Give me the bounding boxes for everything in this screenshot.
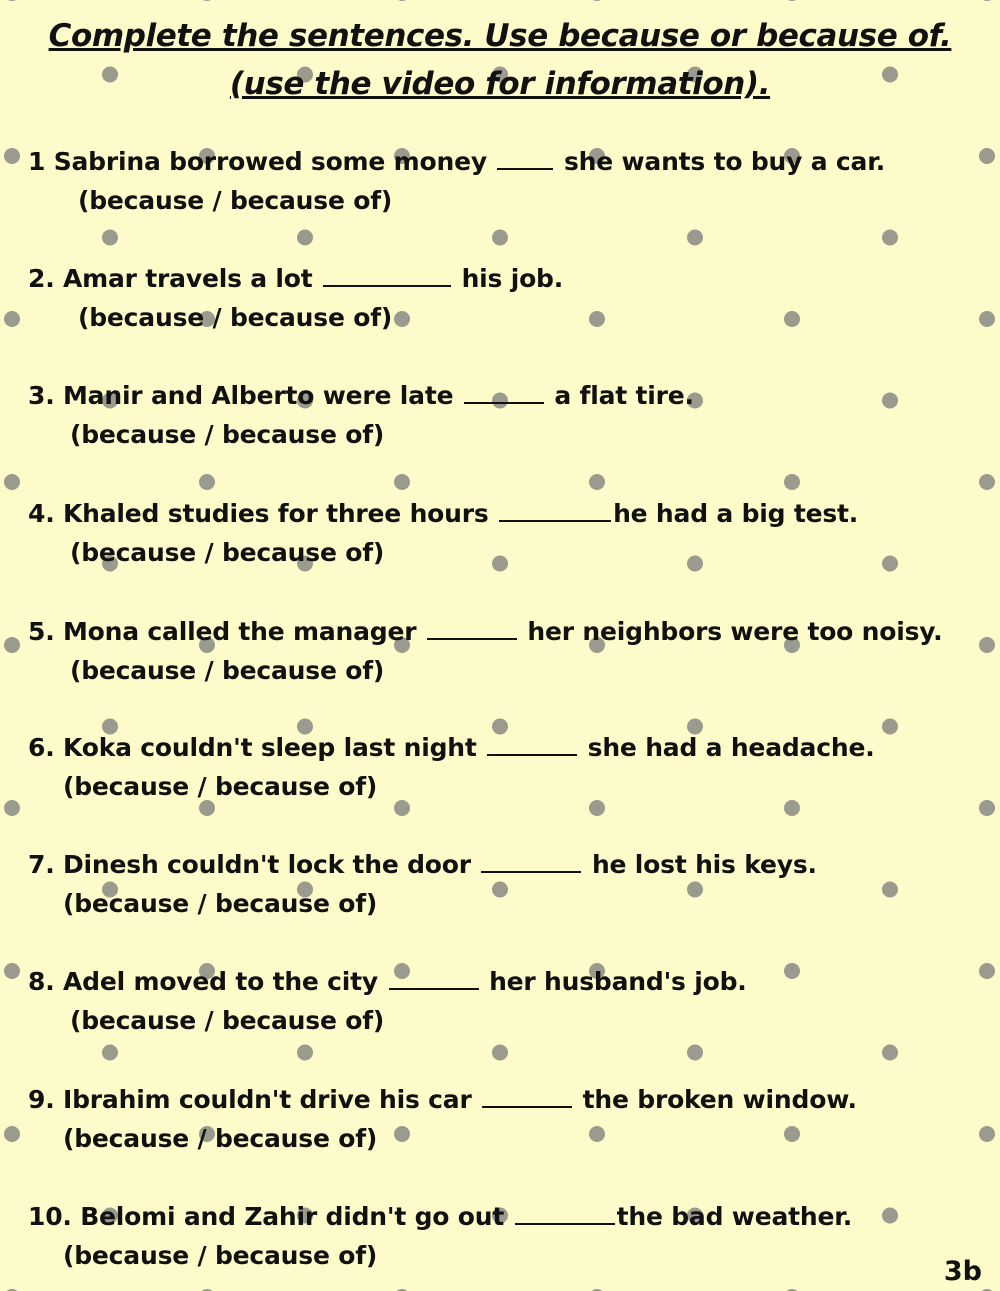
- answer-blank[interactable]: [497, 142, 553, 170]
- decorative-dot: [4, 148, 20, 164]
- decorative-dot: [979, 637, 995, 653]
- answer-options: (because / because of): [63, 1124, 378, 1153]
- exercise-item-4: [28, 494, 858, 572]
- sentence-end: he lost his keys.: [591, 850, 817, 879]
- sentence-end: her neighbors were too noisy.: [527, 617, 943, 646]
- decorative-dot: [4, 963, 20, 979]
- decorative-dot: [199, 474, 215, 490]
- decorative-dot: [979, 0, 995, 1]
- answer-blank[interactable]: [515, 1197, 615, 1225]
- answer-blank[interactable]: [487, 728, 577, 756]
- decorative-dot: [589, 0, 605, 1]
- answer-blank[interactable]: [427, 612, 517, 640]
- decorative-dot: [882, 393, 898, 409]
- sentence-start: 8. Adel moved to the city: [28, 967, 379, 996]
- sentence-end: the broken window.: [582, 1085, 857, 1114]
- exercise-item-5: [28, 612, 942, 690]
- sentence-start: 7. Dinesh couldn't lock the door: [28, 850, 471, 879]
- decorative-dot: [979, 474, 995, 490]
- exercise-item-2: [28, 259, 563, 337]
- sentence-end: she wants to buy a car.: [563, 147, 886, 176]
- decorative-dot: [882, 230, 898, 246]
- decorative-dot: [979, 963, 995, 979]
- sentence-start: 4. Khaled studies for three hours: [28, 499, 489, 528]
- decorative-dot: [882, 882, 898, 898]
- exercise-item-9: [28, 1080, 857, 1158]
- answer-blank[interactable]: [499, 494, 611, 522]
- sentence-start: 6. Koka couldn't sleep last night: [28, 733, 477, 762]
- decorative-dot: [4, 311, 20, 327]
- decorative-dot: [4, 474, 20, 490]
- decorative-dot: [687, 1045, 703, 1061]
- sentence-end: she had a headache.: [587, 733, 875, 762]
- answer-blank[interactable]: [481, 845, 581, 873]
- decorative-dot: [394, 0, 410, 1]
- decorative-dot: [102, 1045, 118, 1061]
- page-label: 3b: [943, 1256, 982, 1287]
- answer-options: (because / because of): [63, 889, 378, 918]
- decorative-dot: [979, 148, 995, 164]
- answer-options: (because / because of): [70, 656, 385, 685]
- answer-blank[interactable]: [389, 962, 479, 990]
- decorative-dot: [492, 1045, 508, 1061]
- decorative-dot: [4, 0, 20, 1]
- decorative-dot: [4, 1126, 20, 1142]
- exercise-item-8: [28, 962, 747, 1040]
- sentence-end: a flat tire.: [554, 381, 694, 410]
- decorative-dot: [882, 556, 898, 572]
- decorative-dot: [979, 1126, 995, 1142]
- sentence-end: her husband's job.: [489, 967, 747, 996]
- decorative-dot: [687, 230, 703, 246]
- decorative-dot: [199, 0, 215, 1]
- sentence-end: the bad weather.: [616, 1202, 853, 1231]
- sentence-start: 1 Sabrina borrowed some money: [28, 147, 487, 176]
- decorative-dot: [4, 800, 20, 816]
- exercise-item-1: [28, 142, 885, 220]
- answer-options: (because / because of): [70, 1006, 385, 1035]
- sentence-end: his job.: [461, 264, 564, 293]
- answer-options: (because / because of): [78, 303, 393, 332]
- answer-options: (because / because of): [78, 186, 393, 215]
- decorative-dot: [589, 474, 605, 490]
- answer-options: (because / because of): [63, 1241, 378, 1270]
- decorative-dot: [589, 311, 605, 327]
- decorative-dot: [882, 719, 898, 735]
- sentence-start: 3. Manir and Alberto were late: [28, 381, 454, 410]
- decorative-dot: [4, 637, 20, 653]
- page-title: Complete the sentences. Use because or because of. (use the video for information).: [48, 18, 952, 102]
- decorative-dot: [492, 230, 508, 246]
- decorative-dot: [784, 311, 800, 327]
- exercise-item-7: [28, 845, 817, 923]
- decorative-dot: [979, 311, 995, 327]
- decorative-dot: [297, 1045, 313, 1061]
- answer-options: (because / because of): [70, 538, 385, 567]
- sentence-start: 5. Mona called the manager: [28, 617, 417, 646]
- sentence-start: 9. Ibrahim couldn't drive his car: [28, 1085, 472, 1114]
- answer-blank[interactable]: [482, 1080, 572, 1108]
- sentence-end: he had a big test.: [613, 499, 859, 528]
- decorative-dot: [882, 1208, 898, 1224]
- decorative-dot: [394, 474, 410, 490]
- answer-blank[interactable]: [323, 259, 451, 287]
- decorative-dot: [297, 230, 313, 246]
- decorative-dot: [784, 0, 800, 1]
- decorative-dot: [784, 963, 800, 979]
- answer-options: (because / because of): [70, 420, 385, 449]
- exercise-item-10: [28, 1197, 852, 1275]
- decorative-dot: [784, 474, 800, 490]
- decorative-dot: [979, 800, 995, 816]
- decorative-dot: [102, 230, 118, 246]
- sentence-start: 2. Amar travels a lot: [28, 264, 313, 293]
- sentence-start: 10. Belomi and Zahir didn't go out: [28, 1202, 505, 1231]
- exercise-item-3: [28, 376, 694, 454]
- exercise-item-6: [28, 728, 875, 806]
- answer-blank[interactable]: [464, 376, 544, 404]
- answer-options: (because / because of): [63, 772, 378, 801]
- decorative-dot: [882, 1045, 898, 1061]
